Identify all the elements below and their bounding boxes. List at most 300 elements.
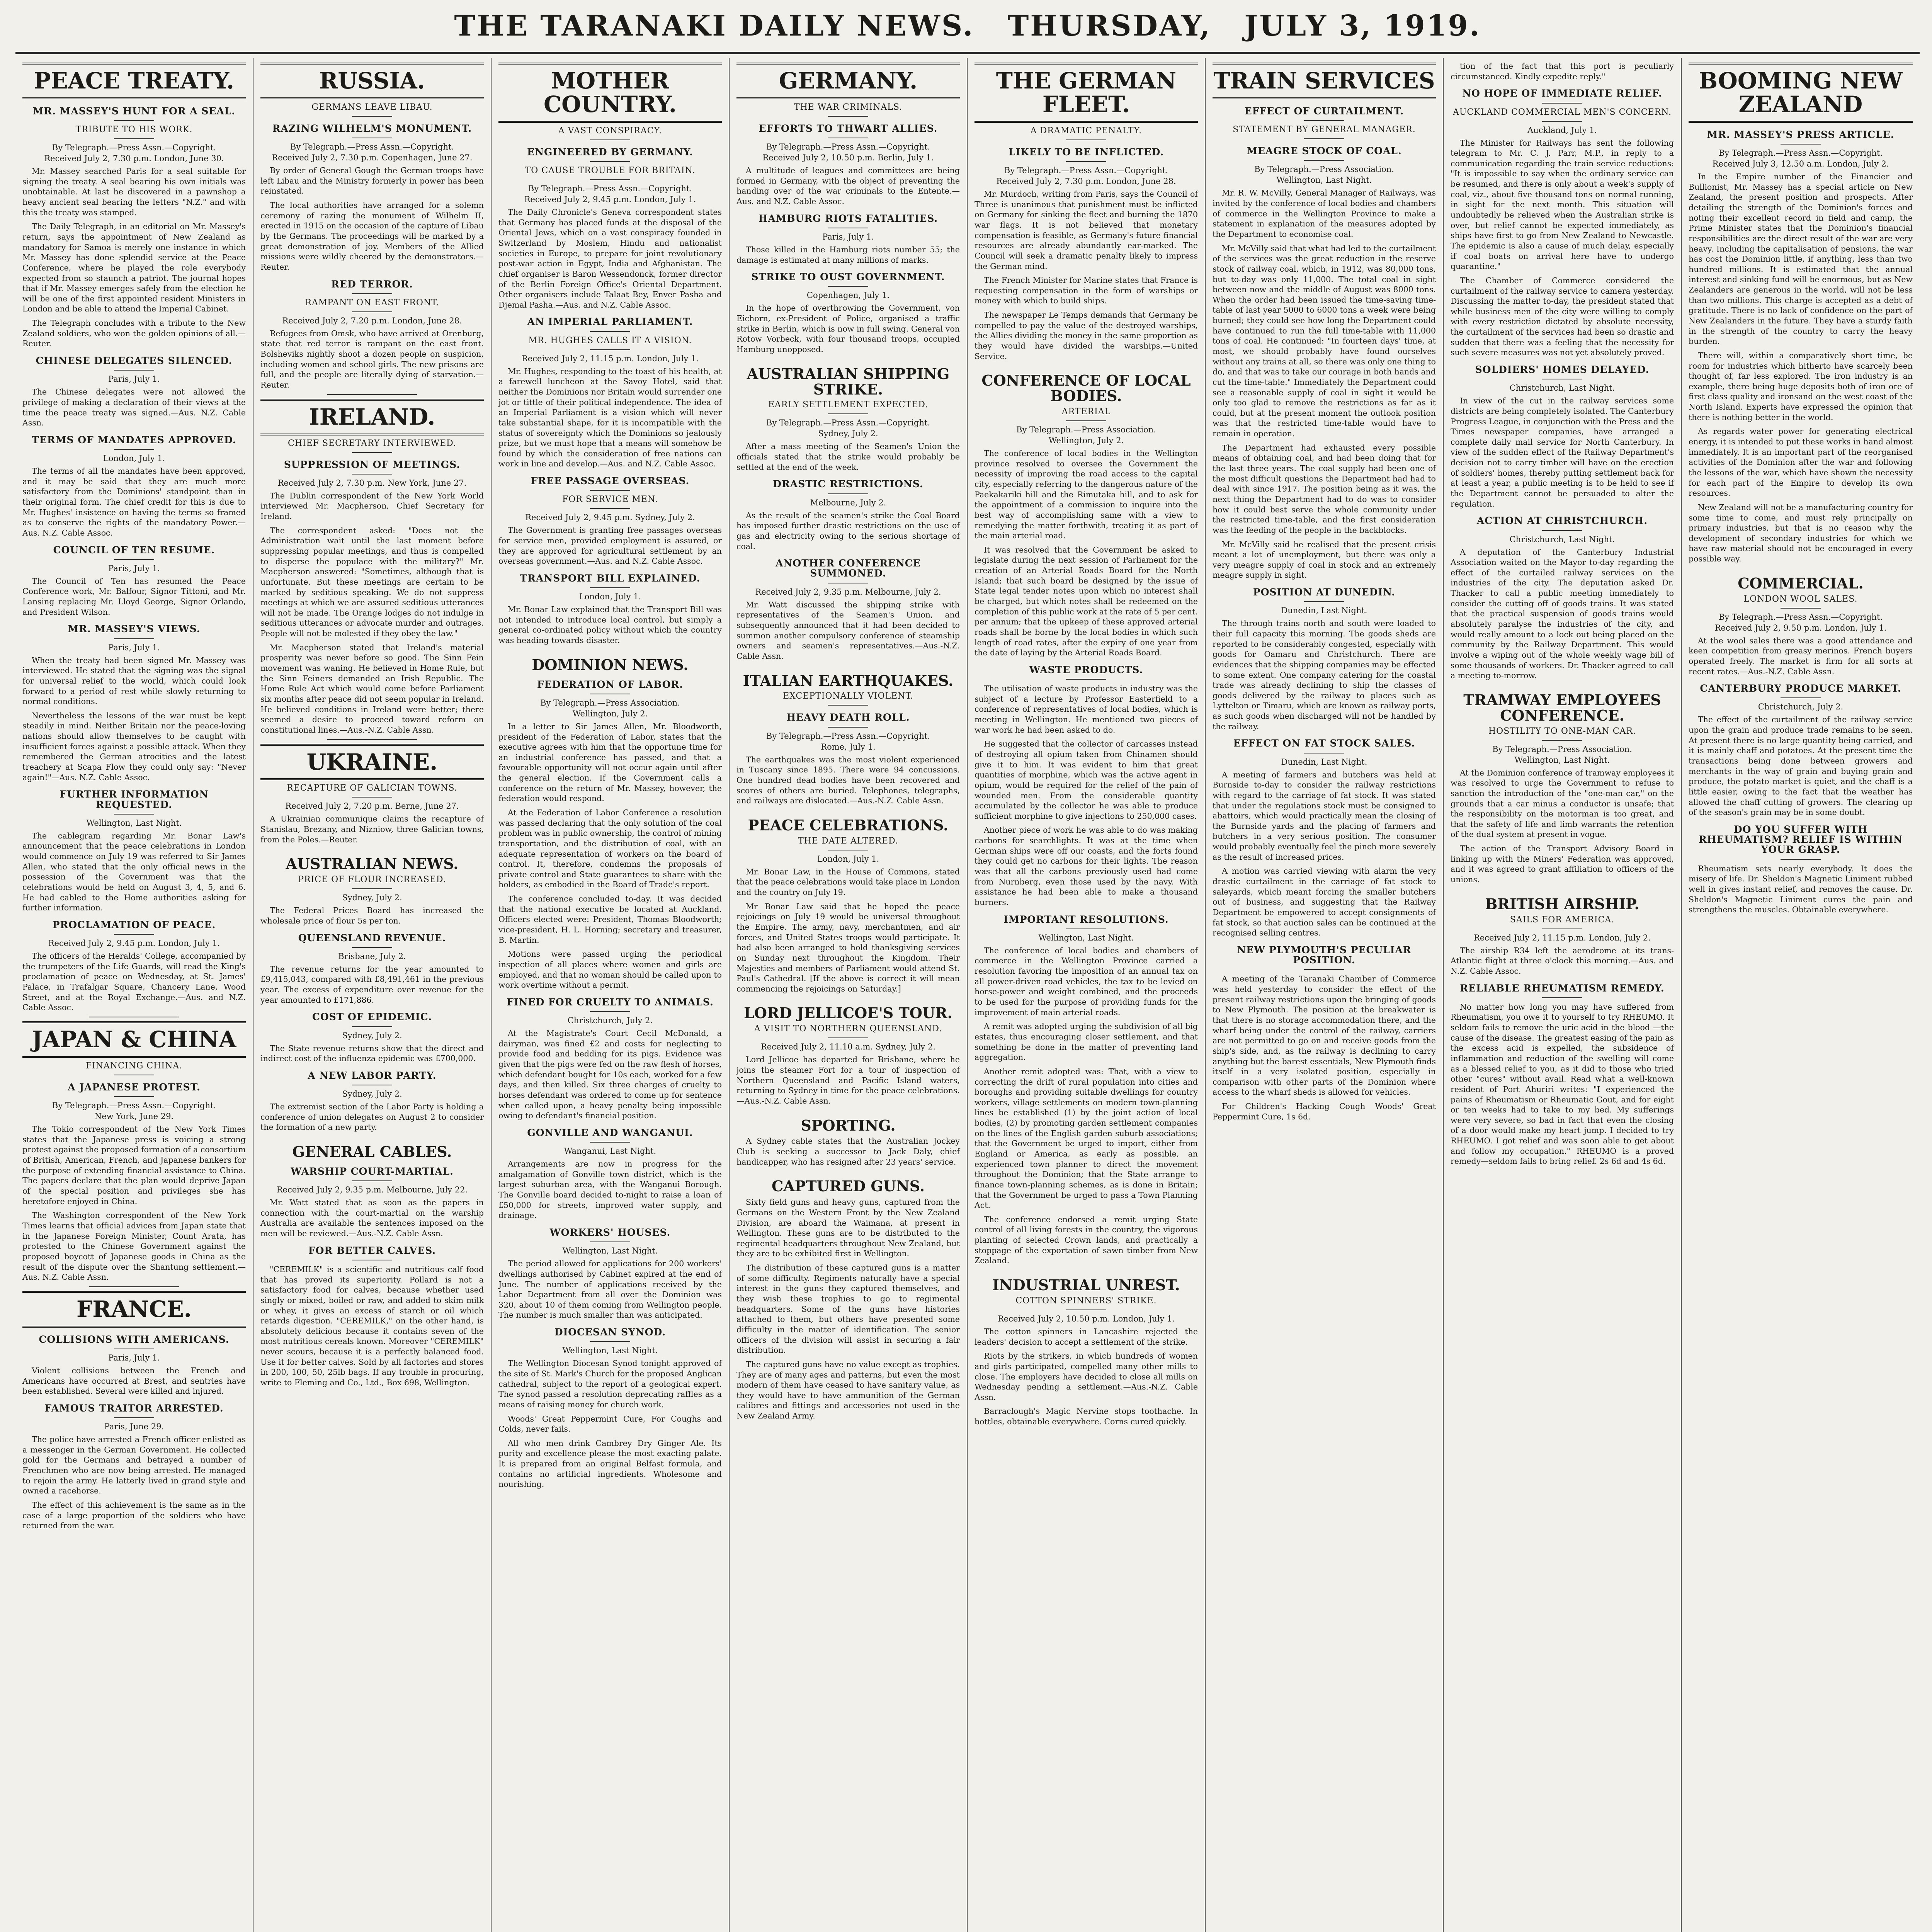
article-subheading: RAZING WILHELM'S MONUMENT. (272, 122, 472, 134)
dateline: Wellington, Last Night. (1038, 933, 1134, 942)
article-deck: ARTERIAL (1061, 407, 1111, 417)
article-paragraph: The airship R34 left the aerodrome at its trans-Atlantic flight at three o'clock this morning.—Aus. and N.Z. Cable Assoc. (1451, 946, 1674, 976)
article-deck: A VISIT TO NORTHERN QUEENSLAND. (754, 1024, 942, 1034)
dateline: Wellington, July 2. (1048, 436, 1124, 446)
article-subheading: MR. MASSEY'S PRESS ARTICLE. (1707, 129, 1895, 140)
wire-credit: By Telegraph.—Press Assn.—Copyright. (766, 142, 930, 152)
article-paragraph: The conference of local bodies in the Wellington province resolved to oversee the Government the necessity of improving the road access to the capital city, especially referring to the dangerous nature of the Paekakariki hill and the Rimutaka hill, and to ask for the appointment of a commission to inquire into the best way of accomplishing same with a view to remedying the matter forthwith, treating it as part of the main arterial road. (975, 449, 1198, 541)
wire-credit: By Telegraph.—Press Association. (1254, 165, 1394, 174)
dateline: Received July 3, 12.50 a.m. London, July 2. (1712, 159, 1889, 169)
short-rule (1066, 161, 1106, 162)
masthead (15, 0, 1920, 54)
article-paragraph: The Telegraph concludes with a tribute to the New Zealand soldiers, who won the golden opinions of all.—Reuter. (22, 318, 246, 349)
newspaper-title: THE TARANAKI DAILY NEWS. (454, 9, 975, 43)
article-subheading: ANOTHER CONFERENCE SUMMONED. (776, 558, 921, 579)
article-paragraph: The distribution of these captured guns is a matter of some difficulty. Regiments naturally have a special interest in the guns they captured themselves, and they wish these trophies to go to regimental headquarters. Some of the guns have histories attached to them, but others have presented some difficulty in the matter of identification. The senior officers of the division will assist in securing a fair distribution. (736, 1263, 960, 1355)
short-rule (828, 493, 868, 494)
article-heading: ITALIAN EARTHQUAKES. (743, 672, 954, 689)
short-rule (1781, 859, 1821, 860)
article-deck: THE DATE ALTERED. (798, 836, 898, 846)
short-rule (590, 179, 630, 180)
article-subheading: RELIABLE RHEUMATISM REMEDY. (1460, 982, 1665, 994)
dateline: Received July 2, 7.30 p.m. London, June 28. (996, 177, 1176, 186)
short-rule (828, 116, 868, 117)
dateline: Received July 2, 9.35 p.m. Melbourne, July 22. (276, 1185, 468, 1195)
section-heading: UKRAINE. (260, 744, 484, 781)
article-subheading: DRASTIC RESTRICTIONS. (773, 478, 923, 490)
article-paragraph: Those killed in the Hamburg riots number 55; the damage is estimated at many millions of marks. (736, 245, 960, 265)
article-paragraph: Mr. Murdoch, writing from Paris, says the Council of Three is unanimous that punishment must be inflicted on Germany for sinking the fleet and burning the 1870 war flags. It is not believed that monetary compensation is feasible, as Germany's future financial resources are already abundantly ear-marked. The Council will seek a dramatic penalty likely to impress the German mind. (975, 189, 1198, 271)
article-deck: CHIEF SECRETARY INTERVIEWED. (288, 438, 456, 448)
article-paragraph: Arrangements are now in progress for the amalgamation of Gonville town district, which is the largest suburban area, with the Wanganui Borough. The Gonville board decided to-night to raise a loan of £50,000 for streets, improved water supply, and drainage. (498, 1159, 722, 1220)
article-subheading: WORKERS' HOUSES. (549, 1226, 671, 1238)
article-paragraph: The through trains north and south were loaded to their full capacity this morning. The goods sheds are reported to be considerably congested, especially with goods for Oamaru and Christchurch. There are evidences that the shipping companies may be effected to some extent. One company catering for the coastal trade was already declining to ship the classes of goods delivered by the railway to places such as Lyttelton or Timaru, which are known as railway ports, as such goods when discharged will not be handled by the railway. (1213, 619, 1436, 731)
dateline: Copenhagen, July 1. (806, 291, 890, 300)
dateline: Received July 2, 7.20 p.m. London, June 28. (282, 316, 462, 325)
dateline: Paris, July 1. (108, 563, 160, 573)
article-paragraph: The Tokio correspondent of the New York Times states that the Japanese press is voicing a strong protest against the proposed formation of a consortium of British, American, French, and Japanese bankers for the purpose of extending financial assistance to China. The papers declare that the plan would deprive Japan of the special position and privileges she has heretofore enjoyed in China. (22, 1124, 246, 1206)
article-heading: CAPTURED GUNS. (771, 1177, 925, 1195)
article-deck: TO CAUSE TROUBLE FOR BRITAIN. (525, 166, 696, 176)
short-rule (352, 888, 392, 889)
article-subheading: QUEENSLAND REVENUE. (298, 932, 446, 944)
article-paragraph: The Federal Prices Board has increased the wholesale price of flour 5s per ton. (260, 906, 484, 925)
article-paragraph: The Government is granting free passages overseas for service men, provided employment is assured, or they are approved for agricultural settlement by an overseas government.—Aus. and N.Z. Cable Assoc. (498, 526, 722, 566)
article-subheading: ENGINEERED BY GERMANY. (527, 146, 693, 158)
article-paragraph: The Dublin correspondent of the New York World interviewed Mr. Macpherson, Chief Secretary for Ireland. (260, 491, 484, 521)
dateline: Sydney, July 2. (818, 429, 878, 439)
column-rule (327, 394, 417, 395)
article-heading: SPORTING. (801, 1116, 896, 1134)
article-paragraph: At the wool sales there was a good attendance and keen competition from greasy merinos. French buyers operated freely. The market is firm for all sorts at recent rates.—Aus.-N.Z. Cable Assn. (1689, 636, 1913, 676)
short-rule (590, 349, 630, 350)
article-paragraph: As regards water power for generating electrical energy, it is intended to put these works in hand almost immediately. It is an important part of the reorganised activities of the Dominion after the war and following the lessons of the war, which have shown the necessity for each part of the Empire to develop its own resources. (1689, 427, 1913, 498)
article-paragraph: The utilisation of waste products in industry was the subject of a lecture by Professor Easterfield to a conference of representatives of local bodies, which is meeting in Wellington. He mentioned two pieces of war work he had been asked to do. (975, 684, 1198, 735)
article-paragraph: After a mass meeting of the Seamen's Union the officials stated that the strike would probably be settled at the end of the week. (736, 442, 960, 472)
dateline: Received July 2, 7.20 p.m. Berne, June 27. (285, 801, 459, 811)
article-paragraph: For Children's Hacking Cough Woods' Great Peppermint Cure, 1s 6d. (1213, 1102, 1436, 1121)
short-rule (1304, 969, 1344, 970)
dateline: London, July 1. (817, 854, 879, 864)
short-rule (1542, 103, 1582, 104)
article-subheading: POSITION AT DUNEDIN. (1253, 587, 1395, 598)
article-heading: LORD JELLICOE'S TOUR. (744, 1004, 952, 1022)
wire-credit: By Telegraph.—Press Association. (1492, 744, 1632, 754)
article-subheading: WASTE PRODUCTS. (1029, 664, 1143, 675)
dateline: Sydney, July 2. (342, 1089, 402, 1099)
article-heading: DOMINION NEWS. (532, 656, 689, 673)
dateline: London, July 1. (103, 454, 165, 463)
article-paragraph: The Washington correspondent of the New York Times learns that official advices from Japan state that in the Japanese Foreign Minister, Count Arata, has protested to the Chinese Government against the proposed boycott of Japanese goods in China as the result of the dispute over the Shantung settlement.—Aus. N.Z. Cable Assn. (22, 1211, 246, 1282)
article-subheading: CANTERBURY PRODUCE MARKET. (1700, 683, 1901, 694)
short-rule (1542, 740, 1582, 741)
section-heading: MOTHER COUNTRY. (498, 63, 722, 123)
article-paragraph: A deputation of the Canterbury Industrial Association waited on the Mayor to-day regarding the effect of the curtailed railway services on the industries of the city. The deputation asked Dr. Thacker to call a public meeting immediately to consider the cutting off of goods trains. It was stated that the practical suspension of goods trains would absolutely paralyse the industries of the city, and would really amount to a lock out being placed on the community by the Railway Department. This would involve a wiping out of the whole weekly wage bill of some thousands of workers. Dr. Thacker agreed to call a meeting to-morrow. (1451, 547, 1674, 680)
article-subheading: MR. MASSEY'S VIEWS. (68, 623, 201, 635)
section-heading: JAPAN & CHINA (22, 1021, 246, 1058)
wire-credit: By Telegraph.—Press Association. (540, 698, 680, 707)
dateline: Received July 2, 11.15 p.m. London, July 1. (522, 354, 699, 363)
article-subheading: LIKELY TO BE INFLICTED. (1008, 146, 1164, 158)
article-paragraph: Motions were passed urging the periodical inspection of all places where women and girls are employed, and that no woman should be called upon to work overtime without a permit. (498, 949, 722, 990)
column-5 (968, 58, 1206, 1932)
dateline: Paris, July 1. (108, 374, 160, 384)
article-deck: SAILS FOR AMERICA. (1510, 915, 1615, 925)
article-paragraph: Mr Bonar Law said that he hoped the peace rejoicings on July 19 would be universal throughout the Empire. The army, navy, merchantmen, and air forces, and United States troops would participate. It had also been arranged to hold thanksgiving services on Sunday next throughout the Kingdom. Their Majesties and members of Parliament would attend St. Paul's Cathedral. [If the above is correct it will mean commencing the rejoicings on Saturday.] (736, 901, 960, 993)
article-subheading: TRANSPORT BILL EXPLAINED. (520, 572, 701, 584)
article-paragraph: The extremist section of the Labor Party is holding a conference of union delegates on August 2 to consider the formation of a new party. (260, 1102, 484, 1132)
article-paragraph: There will, within a comparatively short time, be room for industries which hitherto have scarcely been thought of, far less explored. The iron industry is an example, there being huge deposits both of iron ore of first class quality and ironsand on the west coast of the North Island. Experts have expressed the opinion that there is nothing better in the world. (1689, 350, 1913, 422)
dateline: Sydney, July 2. (342, 893, 402, 903)
dateline: Received July 2, 11.10 a.m. Sydney, July 2. (760, 1042, 936, 1052)
short-rule (352, 311, 392, 312)
article-deck: MR. HUGHES CALLS IT A VISION. (528, 335, 692, 345)
article-paragraph: Mr. Massey searched Paris for a seal suitable for signing the treaty. A seal bearing his own initials was unobtainable. At last he discovered in a pawnshop a heavy ancient seal bearing the letters "N.Z." and with this the treaty was stamped. (22, 167, 246, 217)
dateline: Wellington, Last Night. (1514, 755, 1610, 765)
short-rule (114, 814, 154, 815)
short-rule (352, 947, 392, 948)
article-paragraph: All who men drink Cambrey Dry Ginger Ale. Its purity and excellence please the most exacting palate. It is prepared from an original Belfast formula, and contains no artificial ingredients. Wholesome and nourishing. (498, 1438, 722, 1489)
article-subheading: SOLDIERS' HOMES DELAYED. (1475, 364, 1650, 375)
article-paragraph: By order of General Gough the German troops have left Libau and the Ministry formerly in power has been reinstated. (260, 166, 484, 196)
article-heading: INDUSTRIAL UNREST. (992, 1276, 1180, 1294)
column-4 (730, 58, 968, 1932)
short-rule (114, 449, 154, 450)
article-paragraph: Mr. Hughes, responding to the toast of his health, at a farewell luncheon at the Savoy Hotel, said that neither the Dominions nor Britain would surrender one jot or tittle of their political independence. The idea of an Imperial Parliament is a vision which will never take substantial shape, for it is incompatible with the status of sovereignty which the Dominions so jealously prize, but we must hope that a means will somehow be found by which the consideration of free nations can work in line and develop.—Aus. and N.Z. Cable Assoc. (498, 366, 722, 469)
article-subheading: A JAPANESE PROTEST. (68, 1081, 201, 1093)
dateline: New York, June 29. (94, 1112, 174, 1121)
dateline: Received July 2, 7.30 p.m. Copenhagen, June 27. (272, 153, 473, 163)
article-subheading: FREE PASSAGE OVERSEAS. (531, 475, 690, 487)
article-paragraph: Mr. Watt stated that as soon as the papers in connection with the court-martial on the warship Australia are available the sentences imposed on the men will be reviewed.—Aus.-N.Z. Cable Assn. (260, 1198, 484, 1238)
dateline: Paris, July 1. (108, 1353, 160, 1362)
article-subheading: ACTION AT CHRISTCHURCH. (1476, 515, 1648, 527)
short-rule (1304, 120, 1344, 121)
short-rule (352, 1026, 392, 1027)
article-heading: GENERAL CABLES. (292, 1143, 452, 1161)
short-rule (352, 797, 392, 798)
article-paragraph: The period allowed for applications for 200 workers' dwellings authorised by Cabinet expired at the end of June. The number of applications received by the Labor Department from all over the Dominion was 320, about 10 of them coming from Wellington people. The number is much smaller than was anticipated. (498, 1259, 722, 1320)
article-heading: PEACE CELEBRATIONS. (748, 816, 949, 834)
article-paragraph: The terms of all the mandates have been approved, and it may be said that they are much more satisfactory from the Dominions' standpoint than in their original form. The chief credit for this is due to Mr. Hughes' insistence on having the terms so framed as to conserve the rights of the mandatory Power.—Aus. N.Z. Cable Assoc. (22, 466, 246, 537)
article-paragraph: Sixty field guns and heavy guns, captured from the Germans on the Western Front by the New Zealand Division, are aboard the Waimana, at present in Wellington. These guns are to be distributed to the regimental headquarters throughout New Zealand, but they are to be exhibited first in Wellington. (736, 1197, 960, 1259)
article-subheading: COST OF EPIDEMIC. (312, 1011, 432, 1023)
article-paragraph: Mr. R. W. McVilly, General Manager of Railways, was invited by the conference of local bodies and chambers of commerce in the Wellington Province to make a statement in explanation of the measures adopted by the Department to economise coal. (1213, 188, 1436, 239)
dateline: Wanganui, Last Night. (564, 1146, 656, 1156)
article-subheading: DIOCESAN SYNOD. (554, 1327, 666, 1338)
short-rule (590, 139, 630, 140)
short-rule (1304, 138, 1344, 139)
short-rule (114, 370, 154, 371)
article-paragraph: New Zealand will not be a manufacturing country for some time to come, and must rely principally on primary industries, but that is no reason why the development of secondary industries for which we have raw material should not be encouraged in every possible way. (1689, 502, 1913, 564)
article-subheading: MR. MASSEY'S HUNT FOR A SEAL. (32, 105, 236, 117)
article-paragraph: A remit was adopted urging the subdivision of all big estates, thus encouraging closer settlement, and that something be done in the matter of preventing land aggregation. (975, 1022, 1198, 1062)
wire-credit: By Telegraph.—Press Assn.—Copyright. (52, 143, 216, 153)
dateline: Rome, July 1. (821, 742, 876, 752)
article-paragraph: Rheumatism sets nearly everybody. It does the misery of life. Dr. Sheldon's Magnetic Liniment rubbed well in gives instant relief, and removes the cause. Dr. Sheldon's Magnetic Liniment cures the pain and strengthens the muscles. Obtainable everywhere. (1689, 864, 1913, 915)
short-rule (114, 559, 154, 560)
article-subheading: FEDERATION OF LABOR. (537, 679, 684, 690)
issue-date: JULY 3, 1919. (1244, 9, 1481, 43)
article-paragraph: Mr. McVilly said he realised that the present crisis meant a lot of unemployment, but there was only a very meagre supply of coal in stock and an extremely meagre supply in sight. (1213, 539, 1436, 580)
section-heading: BOOMING NEW ZEALAND (1689, 63, 1913, 123)
wire-credit: By Telegraph.—Press Assn.—Copyright. (1004, 166, 1168, 175)
article-deck: HOSTILITY TO ONE-MAN CAR. (1488, 726, 1636, 736)
article-paragraph: The effect of the curtailment of the railway service upon the grain and produce trade remains to be seen. At present there is no large quantity being carried, and it is mainly chaff and potatoes. At the present time the transactions being done between growers and merchants in the way of grain and buying grain and produce, the potato market is quiet, and the chaff is a little easier, owing to the fact that the weather has allowed the chaff cutting of growers. The clearing up of the season's grain may be in some doubt. (1689, 715, 1913, 817)
article-paragraph: Riots by the strikers, in which hundreds of women and girls participated, compelled many other mills to close. The employers have decided to close all mills on Wednesday pending a settlement.—Aus.-N.Z. Cable Assn. (975, 1351, 1198, 1402)
article-subheading: EFFORTS TO THWART ALLIES. (759, 122, 938, 134)
article-paragraph: At the Federation of Labor Conference a resolution was passed declaring that the only solution of the coal problem was in public ownership, the control of mining transportation, and the distribution of coal, with an adequate representation of workers on the board of control. It, therefore, condemns the proposals of private control and State guarantees to share with the holders, as embodied in the Board of Trade's report. (498, 808, 722, 889)
dateline: Paris, June 29. (104, 1422, 164, 1432)
dateline: Received July 2, 9.50 p.m. London, July 1. (1714, 623, 1887, 633)
article-paragraph: The cablegram regarding Mr. Bonar Law's announcement that the peace celebrations in London would commence on July 19 was referred to Sir James Allen, who stated that the only official news in the possession of the Government was that the celebrations would be held on August 3, 4, 5, and 6. He had cabled to the Home authorities asking for further information. (22, 831, 246, 913)
article-paragraph: tion of the fact that this port is peculiarly circumstanced. Kindly expedite reply." (1451, 61, 1674, 81)
article-paragraph: The Minister for Railways has sent the following telegram to Mr. C. J. Parr, M.P., in reply to a communication regarding the train service reductions: "It is impossible to say when the ordinary service can be resumed, and there is only about a week's supply of coal, viz., about five thousand tons on normal running, in sight for the next month. This situation will undoubtedly be relieved when the Australian strike is over, but relief cannot be expected immediately, as ships have first to go from New Zealand to Newcastle. The epidemic is also a cause of much delay, especially if coal boats on arrival here have to undergo quarantine." (1451, 138, 1674, 271)
article-subheading: HAMBURG RIOTS FATALITIES. (758, 213, 938, 224)
article-paragraph: The action of the Transport Advisory Board in linking up with the Miners' Federation was approved, and it was agreed to grant affiliation to officers of the unions. (1451, 844, 1674, 884)
article-heading: CONFERENCE OF LOCAL BODIES. (981, 372, 1191, 405)
column-1 (15, 58, 253, 1932)
article-paragraph: In a letter to Sir James Allen, Mr. Bloodworth, president of the Federation of Labor, states that the executive agrees with him that the opportune time for an industrial conference has passed, and that a favourable opportunity will not occur again until after the general election. If the Government calls a conference on the return of Mr. Massey, however, the federation would respond. (498, 721, 722, 803)
short-rule (352, 116, 392, 117)
article-paragraph: The newspaper Le Temps demands that Germany be compelled to pay the value of the destroyed warships, the Allies dividing the money in the same proportion as they would have divided the warships.—United Service. (975, 310, 1198, 361)
dateline: Dunedin, Last Night. (1281, 757, 1367, 767)
wire-credit: By Telegraph.—Press Assn.—Copyright. (528, 184, 692, 194)
issue-day: THURSDAY, (1007, 9, 1211, 43)
article-deck: AUCKLAND COMMERCIAL MEN'S CONCERN. (1453, 107, 1672, 117)
dateline: Melbourne, July 2. (810, 498, 886, 507)
article-deck: RAMPANT ON EAST FRONT. (305, 298, 439, 308)
dateline: Wellington, Last Night. (1276, 175, 1372, 185)
article-heading: TRAMWAY EMPLOYEES CONFERENCE. (1463, 691, 1661, 724)
short-rule (1304, 160, 1344, 161)
short-rule (1542, 997, 1582, 998)
dateline: Wellington, Last Night. (86, 818, 182, 828)
dateline: Received July 2, 11.15 p.m. London, July 2. (1474, 933, 1651, 942)
dateline: Sydney, July 2. (342, 1031, 402, 1040)
article-deck: COTTON SPINNERS' STRIKE. (1015, 1296, 1157, 1306)
short-rule (114, 1417, 154, 1418)
columns-container (15, 58, 1920, 1932)
article-paragraph: The conference endorsed a remit urging State control of all living forests in the country, the vigorous planting of selected Crown lands, and practically a stoppage of the exportation of sawn timber from New Zealand. (975, 1214, 1198, 1265)
article-paragraph: At the Dominion conference of tramway employees it was resolved to urge the Government to refuse to sanction the introduction of the "one-man car," on the grounds that a car minus a conductor is unsafe; that the responsibility on the motorman is too great, and that the safety of life and limb warrants the retention of the dual system at present in vogue. (1451, 768, 1674, 839)
wire-credit: By Telegraph.—Press Assn.—Copyright. (766, 418, 930, 428)
dateline: Wellington, Last Night. (562, 1346, 658, 1355)
article-paragraph: As the result of the seamen's strike the Coal Board has imposed further drastic restrictions on the use of gas and electricity owing to the serious shortage of coal. (736, 510, 960, 551)
section-heading: RUSSIA. (260, 63, 484, 99)
article-deck: GERMANS LEAVE LIBAU. (311, 102, 433, 112)
dateline: Dunedin, Last Night. (1281, 606, 1367, 616)
wire-credit: By Telegraph.—Press Assn.—Copyright. (1718, 148, 1883, 158)
dateline: Wellington, July 2. (572, 709, 648, 718)
short-rule (352, 452, 392, 453)
article-paragraph: The Chinese delegates were not allowed the privilege of making a declaration of their views at the time the peace treaty was signed.—Aus. N.Z. Cable Assn. (22, 387, 246, 428)
short-rule (1066, 420, 1106, 421)
dateline: Received July 2, 9.45 p.m. London, July 1. (48, 939, 220, 948)
article-heading: AUSTRALIAN NEWS. (286, 855, 459, 873)
article-paragraph: The earthquakes was the most violent experienced in Tuscany since 1895. There were 94 concussions. One hundred dead bodies have been recovered and scores of others are buried. Telephones, telegraphs, and railways are dislocated.—Aus.-N.Z. Cable Assn. (736, 755, 960, 806)
article-paragraph: The conference of local bodies and chambers of commerce in the Wellington Province carried a resolution favoring the imposition of an annual tax on all power-driven road vehicles, the tax to be levied on horse-power and weight combined, and the proceeds to be used for the purpose of providing funds for the improvement of main arterial roads. (975, 946, 1198, 1017)
article-paragraph: It was resolved that the Government be asked to legislate during the next session of Parliament for the creation of an Arterial Roads Board for the North Island; that such board be designed by the issue of State legal tender notes upon which no interest shall be charged, but which notes shall be redeemed on the completion of this public work at the rate of 5 per cent. per annum; that the upkeep of these approved arterial roads shall be borne by the local bodies in which such length of road rates, after the expiry of one year from the date of laying by the Arterial Roads Board. (975, 545, 1198, 658)
article-subheading: AN IMPERIAL PARLIAMENT. (527, 316, 693, 328)
article-paragraph: Woods' Great Peppermint Cure, For Coughs and Colds, never fails. (498, 1414, 722, 1434)
article-paragraph: In view of the cut in the railway services some districts are being completely isolated. The Canterbury Progress League, in conjunction with the Press and the Times newspaper companies, have arranged a complete daily mail service for North Canterbury. In view of the sudden effect of the Railway Department's decision not to carry timber will have on the erection of soldiers' homes, thereby putting settlement back for at least a year, a public meeting is to be held to see if the Department cannot be persuaded to alter the regulation. (1451, 396, 1674, 509)
section-heading: GERMANY. (736, 63, 960, 99)
article-paragraph: When the treaty had been signed Mr. Massey was interviewed. He stated that the signing was the signal for universal relief to the world, which could look forward to a period of rest while slowly returning to normal conditions. (22, 655, 246, 706)
article-subheading: EFFECT ON FAT STOCK SALES. (1233, 738, 1415, 749)
article-deck: EARLY SETTLEMENT EXPECTED. (768, 400, 929, 410)
article-paragraph: In the Empire number of the Financier and Bullionist, Mr. Massey has a special article on New Zealand, the present position and prospects. After detailing the strength of the Dominion's forces and noting their excellent record in field and camp, the Prime Minister states that the Dominion's financial responsibilities are the direct result of the war are very heavy. Including the capitalisation of pensions, the war has cost the Dominion little, if anything, less than two hundred millions. It is estimated that the annual interest and sinking fund will be enormous, but as New Zealanders are generous in the world, will not be less than two millions. This charge is accepted as a debt of gratitude. There is no lack of confidence on the part of New Zealanders in the future. They have a sturdy faith in the strength of the country to carry the heavy burden. (1689, 172, 1913, 346)
article-subheading: WARSHIP COURT-MARTIAL. (291, 1165, 454, 1177)
article-paragraph: The conference concluded to-day. It was decided that the national executive be located at Auckland. Officers elected were: President, Thomas Bloodworth; vice-president, H. L. Horning; secretary and treasurer, B. Martin. (498, 894, 722, 945)
article-paragraph: The Council of Ten has resumed the Peace Conference work, Mr. Balfour, Signor Tittoni, and Mr. Lansing replacing Mr. Lloyd George, Signor Orlando, and President Wilson. (22, 576, 246, 617)
article-paragraph: He suggested that the collector of carcasses instead of destroying all opium taken from Chinamen should give it to him. It was evident to him that great quantities of morphine, which was the active agent in opium, would be required for the relief of the pain of wounded men. From the considerable quantity accumulated by the collector he was able to produce sufficient morphine to give injections to 250,000 cases. (975, 739, 1198, 821)
article-subheading: IMPORTANT RESOLUTIONS. (1003, 913, 1169, 925)
dateline: Wellington, Last Night. (562, 1246, 658, 1256)
article-paragraph: The Department had exhausted every possible means of obtaining coal, and had been doing that for the last three years. The coal supply had been one of the most difficult questions the Department had had to deal with since 1917. The position being as it was, the next thing the Department had to do was to consider how it could best serve the whole community under the restricted time-table, and the first consideration was the feeding of the people in the backblocks. (1213, 443, 1436, 535)
article-paragraph: The local authorities have arranged for a solemn ceremony of razing the monument of Wilhelm II, erected in 1915 on the occasion of the capture of Libau by the Germans. The proceedings will be marked by a great demonstration of joy. Members of the Allied missions were wildly cheered by the demonstrators.—Reuter. (260, 201, 484, 272)
article-deck: THE WAR CRIMINALS. (794, 102, 903, 112)
article-deck: A DRAMATIC PENALTY. (1030, 126, 1142, 136)
article-paragraph: A motion was carried viewing with alarm the very drastic curtailment in the carriage of fat stock to saleyards, which meant forcing the smaller butchers out of business, and suggesting that the Railway Department be empowered to accept consignments of fat stock, so that auction sales can be continued at the recognised selling centres. (1213, 866, 1436, 938)
dateline: Received July 2, 10.50 p.m. London, July 1. (998, 1314, 1175, 1323)
article-paragraph: A meeting of the Taranaki Chamber of Commerce was held yesterday to consider the effect of the present railway restrictions upon the bringing of goods to New Plymouth. The position at the breakwater is that there is no storage accommodation there, and the wharf being under the control of the railway, carriers are not permitted to go on and receive goods from the ship's side, and, as the railway is declining to carry anything but the barest essentials, New Plymouth finds itself in a very isolated position, especially in comparison with other parts of the Dominion where access to the wharf sheds is allowed for vehicles. (1213, 974, 1436, 1097)
article-subheading: COUNCIL OF TEN RESUME. (53, 544, 215, 556)
dateline: Brisbane, July 2. (338, 951, 406, 961)
article-paragraph: Another remit adopted was: That, with a view to correcting the drift of rural population into cities and boroughs and providing suitable dwellings for country workers, village settlements on modern town-planning lines be established (1) by the joint action of local bodies, (2) by promoting garden settlement companies on the lines of the English garden suburb associations; that the Government be urged to import, either from England or America, as early as possible, an experienced town planner to direct the movement throughout the Dominion; that the State arrange to finance town-planning schemes, as is done in Britain; that the Government be urged to pass a Town Planning Act. (975, 1066, 1198, 1210)
article-paragraph: The French Minister for Marine states that France is requesting compensation in the form of warships or money with which to build ships. (975, 276, 1198, 306)
short-rule (1781, 144, 1821, 145)
column-3 (492, 58, 730, 1932)
article-paragraph: Refugees from Omsk, who have arrived at Orenburg, state that red terror is rampant on the east front. Bolsheviks nightly shoot a dozen people on suspicion, including women and school girls. The new prisons are full, and the people are literally dying of starvation.—Reuter. (260, 328, 484, 389)
short-rule (590, 508, 630, 509)
article-subheading: FOR BETTER CALVES. (308, 1245, 436, 1256)
article-heading: AUSTRALIAN SHIPPING STRIKE. (747, 365, 950, 398)
article-paragraph: Mr. Macpherson stated that Ireland's material prosperity was never before so good. The Sinn Fein movement was waning. He believed in Home Rule, but the Sinn Feiners demanded an Irish Republic. The Home Rule Act which would come before Parliament six months after peace did not seem popular in Ireland. He believed conditions in Ireland were better; there seemed a desire to proceed toward reform on constitutional lines.—Aus.-N.Z. Cable Assn. (260, 643, 484, 735)
article-subheading: CHINESE DELEGATES SILENCED. (36, 355, 233, 367)
dateline: Received July 2, 9.45 p.m. Sydney, July 2. (525, 513, 695, 522)
section-heading: PEACE TREATY. (22, 63, 246, 99)
article-paragraph: A Ukrainian communique claims the recapture of Stanislau, Brezany, and Nizniow, three Galician towns, from the Poles.—Reuter. (260, 814, 484, 844)
dateline: Received July 2, 7.30 p.m. London, June 30. (44, 154, 224, 163)
short-rule (828, 413, 868, 414)
article-paragraph: The Daily Telegraph, in an editorial on Mr. Massey's return, says the appointment of New Zealand as mandatory for Samoa is merely one instance in which Mr. Massey has done splendid service at the Peace Conference, where he played the role everybody expected from so staunch a patriot. The journal hopes that if Mr. Massey emerges safely from the election he will be one of the first appointed resident Ministers in London and be able to attend the Imperial Cabinet. (22, 222, 246, 314)
short-rule (590, 490, 630, 491)
short-rule (1304, 601, 1344, 602)
article-paragraph: Barraclough's Magic Nervine stops toothache. In bottles, obtainable everywhere. Corns cured quickly. (975, 1406, 1198, 1427)
article-paragraph: The police have arrested a French officer enlisted as a messenger in the German Government. He collected gold for the Germans and betrayed a number of Frenchmen who are now being arrested. He managed to rejoin the army. He latterly lived in grand style and owned a racehorse. (22, 1435, 246, 1496)
article-paragraph: The Wellington Diocesan Synod tonight approved of the site of St. Mark's Church for the proposed Anglican cathedral, subject to the report of a geological expert. The synod passed a resolution deprecating raffles as a means of raising money for church work. (498, 1359, 722, 1409)
article-paragraph: In the hope of overthrowing the Government, von Eichorn, ex-President of Police, organised a traffic strike in Berlin, which is now in full swing. General von Rotow Vorbeck, with four thousand troops, occupied Hamburg unopposed. (736, 303, 960, 354)
article-deck: FINANCING CHINA. (85, 1061, 183, 1071)
article-paragraph: The Chamber of Commerce considered the curtailment of the railway service to camera yesterday. Discussing the matter to-day, the president stated that while business men of the city were willing to comply with every restriction dictated by absolute necessity, the curtailment of the services had been so drastic and sudden that there was a feeling that the necessity for such severe measures was not yet absolutely proved. (1451, 276, 1674, 357)
dateline: Auckland, July 1. (1527, 125, 1597, 135)
article-paragraph: Violent collisions between the French and Americans have occurred at Brest, and sentries have been established. Several were killed and injured. (22, 1366, 246, 1396)
dateline: Christchurch, July 2. (567, 1016, 653, 1026)
section-heading: THE GERMAN FLEET. (975, 63, 1198, 123)
article-deck: EXCEPTIONALLY VIOLENT. (783, 691, 913, 701)
short-rule (1781, 697, 1821, 698)
article-paragraph: The officers of the Heralds' College, accompanied by the trumpeters of the Life Guards, will read the King's proclamation of peace on Wednesday, at St. James' Palace, in Trafalgar Square, Chancery Lane, Wood Street, and at the Royal Exchange.—Aus. and N.Z. Cable Assoc. (22, 951, 246, 1012)
article-paragraph: A multitude of leagues and committees are being formed in Germany, with the object of preventing the handing over of the war criminals to the Entente.—Aus. and N.Z. Cable Assoc. (736, 166, 960, 206)
dateline: Christchurch, Last Night. (1509, 383, 1615, 393)
article-subheading: EFFECT OF CURTAILMENT. (1244, 105, 1404, 117)
article-paragraph: Mr. McVilly said that what had led to the curtailment of the services was the great reduction in the reserve stock of railway coal, which, in 1912, was 80,000 tons, but to-day was only 11,000. The total coal in sight between now and the middle of August was 8000 tons. When the order had been issued the time-saving time-table of last year 5000 to 6000 tons a week were being burned; they could see how long the Department could have continued to run the full time-table with 11,000 tons of coal. He continued: "In fourteen days' time, at most, we should probably have found ourselves without any trains at all, so there was only one thing to do, and that was to take our courage in both hands and cut the time-table." Immediately the Department could see a reasonable supply of coal in sight it would be only too glad to remove the restrictions as far as it could, but at the present moment the outlook position was that the restricted time-table would have to remain in operation. (1213, 243, 1436, 439)
article-subheading: RED TERROR. (331, 278, 413, 290)
short-rule (590, 1142, 630, 1143)
article-paragraph: At the Magistrate's Court Cecil McDonald, a dairyman, was fined £2 and costs for neglecting to provide food and bedding for its pigs. Evidence was given that the pigs were fed on the raw flesh of horses, which defendant bought for 10s each, worked for a few days, and then killed. Six three charges of cruelty to horses defendant was ordered to come up for sentence when called upon, a heavy penalty being impossible owing to defendant's financial position. (498, 1029, 722, 1121)
article-deck: RECAPTURE OF GALICIAN TOWNS. (287, 783, 457, 793)
short-rule (114, 638, 154, 639)
article-subheading: PROCLAMATION OF PEACE. (52, 919, 216, 930)
short-rule (352, 293, 392, 294)
article-deck: TRIBUTE TO HIS WORK. (75, 125, 193, 135)
article-paragraph: Mr. Bonar Law, in the House of Commons, stated that the peace celebrations would take place in London and the country on July 19. (736, 867, 960, 897)
article-paragraph: The Daily Chronicle's Geneva correspondent states that Germany has placed funds at the disposal of the Oriental Jews, which on a vast conspiracy founded in Switzerland by Moslem, Hindu and nationalist societies in Europe, to prepare for joint revolutionary post-war action in Egypt, India and Afghanistan. The chief organiser is Baron Wessendonck, former director of the Berlin Foreign Office's Oriental Department. Other organisers include Talaat Bey, Enver Pasha and Djemal Pasha.—Aus. and N.Z. Cable Assoc. (498, 207, 722, 310)
column-7 (1444, 58, 1682, 1932)
short-rule (828, 286, 868, 287)
short-rule (114, 120, 154, 121)
dateline: London, July 1. (579, 592, 641, 602)
article-subheading: NO HOPE OF IMMEDIATE RELIEF. (1462, 88, 1662, 99)
column-rule (327, 739, 417, 740)
article-subheading: SUPPRESSION OF MEETINGS. (284, 459, 461, 470)
section-heading: IRELAND. (260, 399, 484, 435)
column-rule (89, 1286, 179, 1287)
article-subheading: TERMS OF MANDATES APPROVED. (32, 434, 236, 446)
article-deck: PRICE OF FLOUR INCREASED. (298, 875, 446, 885)
article-subheading: COLLISIONS WITH AMERICANS. (39, 1333, 230, 1345)
article-paragraph: The revenue returns for the year amounted to £9,415,043, compared with £8,491,461 in the previous year. The excess of expenditure over revenue for the year amounted to £171,886. (260, 964, 484, 1005)
short-rule (590, 587, 630, 588)
wire-credit: By Telegraph.—Press Assn.—Copyright. (766, 731, 930, 741)
article-deck: STATEMENT BY GENERAL MANAGER. (1233, 125, 1416, 135)
short-rule (828, 727, 868, 728)
article-paragraph: A meeting of farmers and butchers was held at Burnside to-day to consider the railway restrictions with regard to the carriage of fat stock. It was stated that under the regulations stock must be consigned to abattoirs, which would practically mean the closing of the Burnside yards and the placing of farmers and butchers in a very serious position. The consumer would probably eventually feel the pinch more severely as the result of increased prices. (1213, 770, 1436, 862)
article-subheading: DO YOU SUFFER WITH RHEUMATISM? RELIEF IS WITHIN YOUR GRASP. (1699, 823, 1903, 855)
article-subheading: GONVILLE AND WANGANUI. (527, 1127, 693, 1138)
article-subheading: MEAGRE STOCK OF COAL. (1247, 145, 1402, 157)
article-subheading: HEAVY DEATH ROLL. (786, 712, 910, 723)
dateline: Christchurch, Last Night. (1509, 534, 1615, 544)
article-paragraph: Mr. Bonar Law explained that the Transport Bill was not intended to introduce local control, but simply a general co-ordinated policy without which the country was heading towards disaster. (498, 605, 722, 645)
section-heading: FRANCE. (22, 1291, 246, 1328)
article-subheading: A NEW LABOR PARTY. (308, 1070, 437, 1081)
short-rule (1542, 530, 1582, 531)
article-subheading: STRIKE TO OUST GOVERNMENT. (751, 271, 945, 283)
dateline: Paris, July 1. (108, 643, 160, 652)
short-rule (828, 705, 868, 706)
masthead-text (443, 9, 1492, 43)
article-paragraph: A Sydney cable states that the Australian Jockey Club is seeking a successor to Jack Daly, chief handicapper, who has resigned after 23 years' service. (736, 1136, 960, 1167)
article-deck: A VAST CONSPIRACY. (558, 126, 662, 136)
column-8 (1682, 58, 1920, 1932)
section-heading: TRAIN SERVICES (1213, 63, 1436, 99)
short-rule (114, 934, 154, 935)
short-rule (114, 138, 154, 139)
article-subheading: FURTHER INFORMATION REQUESTED. (60, 789, 209, 810)
article-subheading: FINED FOR CRUELTY TO ANIMALS. (507, 996, 714, 1008)
article-paragraph: "CEREMILK" is a scientific and nutritious calf food that has proved its superiority. Pollard is not a satisfactory food for calves, because whether used singly or mixed, boiled or raw, and added to skim milk or whey, it gives an excess of starch or oil which retards digestion. "CEREMILK," on the other hand, is absolutely delicious because it contains seven of the most nutritious cereals known. Moreover "CEREMILK" never scours, because it is a perfectly balanced food. Use it for better calves. Sold by all factories and stores in 200, 100, 50, 25lb bags. If any trouble in procuring, write to Fleming and Co., Ltd., Box 698, Wellington. (260, 1264, 484, 1388)
dateline: Received July 2, 9.45 p.m. London, July 1. (524, 195, 696, 204)
article-paragraph: Nevertheless the lessons of the war must be kept steadily in mind. Neither Britain nor the peace-loving nations should allow themselves to be caught with insufficient forces against a possible attack. When they remembered the German atrocities and the latest treachery at Scapa Flow they could only say: "Never again!"—Aus. N.Z. Cable Assoc. (22, 711, 246, 782)
wire-credit: By Telegraph.—Press Assn.—Copyright. (52, 1101, 216, 1111)
column-6 (1206, 58, 1444, 1932)
article-subheading: NEW PLYMOUTH'S PECULIAR POSITION. (1237, 944, 1412, 966)
article-paragraph: The effect of this achievement is the same as in the case of a large proportion of the soldiers who have returned from the war. (22, 1500, 246, 1531)
dateline: Received July 2, 10.50 p.m. Berlin, July 1. (762, 153, 934, 163)
short-rule (1781, 608, 1821, 609)
